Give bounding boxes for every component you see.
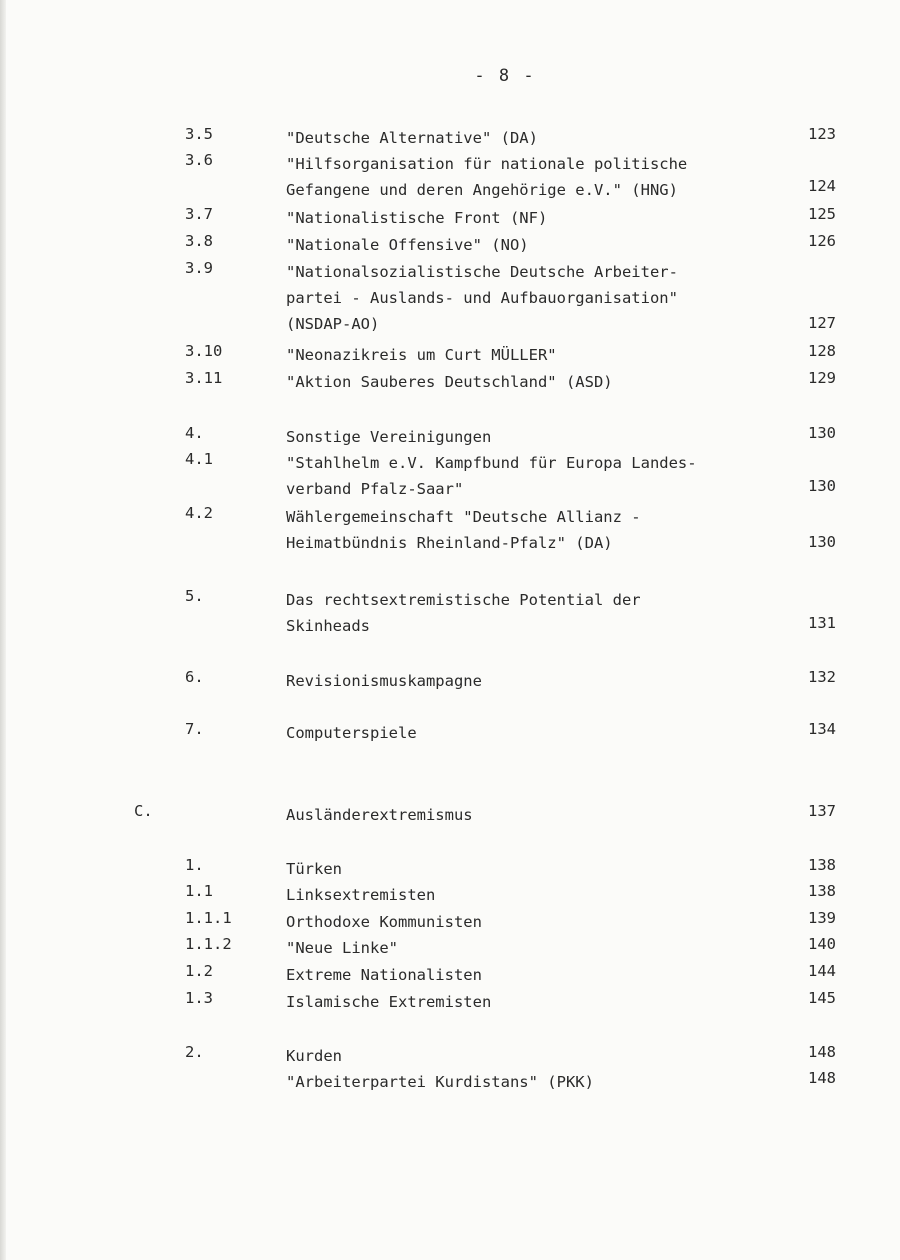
title-line: "Nationale Offensive" (NO)	[286, 236, 529, 254]
section-title	[286, 935, 786, 961]
section-number: 3.5	[185, 125, 213, 143]
section-title	[286, 989, 786, 1015]
section-title	[286, 125, 786, 151]
page-reference: 138	[808, 882, 836, 900]
section-number: 7.	[185, 720, 204, 738]
title-line: Islamische Extremisten	[286, 993, 492, 1011]
section-title	[286, 962, 786, 988]
title-line: Sonstige Vereinigungen	[286, 428, 492, 446]
title-line: "Neue Linke"	[286, 939, 398, 957]
page-reference: 124	[808, 177, 836, 195]
section-title	[286, 802, 786, 828]
page-reference: 144	[808, 962, 836, 980]
section-number: 3.8	[185, 232, 213, 250]
title-line: Orthodoxe Kommunisten	[286, 913, 482, 931]
page-reference: 131	[808, 614, 836, 632]
title-line: Extreme Nationalisten	[286, 966, 482, 984]
section-title	[286, 369, 786, 395]
section-title	[286, 205, 786, 231]
section-title	[286, 232, 786, 258]
page-reference: 138	[808, 856, 836, 874]
title-line: Türken	[286, 860, 342, 878]
section-number: 4.	[185, 424, 204, 442]
page-reference: 127	[808, 314, 836, 332]
section-number: 1.3	[185, 989, 213, 1007]
page-reference: 137	[808, 802, 836, 820]
title-line: "Stahlhelm e.V. Kampfbund für Europa Landes-	[286, 454, 697, 472]
page-reference: 128	[808, 342, 836, 360]
page-number: - 8 -	[474, 66, 536, 86]
section-title	[286, 151, 786, 203]
section-number: 1.	[185, 856, 204, 874]
page-reference: 140	[808, 935, 836, 953]
title-line: "Nationalsozialistische Deutsche Arbeiter-	[286, 263, 678, 281]
page-reference: 130	[808, 477, 836, 495]
title-line: Revisionismuskampagne	[286, 672, 482, 690]
title-line: "Nationalistische Front (NF)	[286, 209, 548, 227]
page-reference: 148	[808, 1069, 836, 1087]
section-number: C.	[134, 802, 153, 820]
section-number: 5.	[185, 587, 204, 605]
section-title	[286, 909, 786, 935]
page-reference: 132	[808, 668, 836, 686]
title-line: partei - Auslands- und Aufbauorganisation"	[286, 289, 678, 307]
section-title	[286, 1043, 786, 1069]
title-line: Skinheads	[286, 617, 370, 635]
title-line: (NSDAP-AO)	[286, 315, 380, 333]
section-title	[286, 856, 786, 882]
page-reference: 129	[808, 369, 836, 387]
page-reference: 126	[808, 232, 836, 250]
section-title	[286, 668, 786, 694]
page-reference: 125	[808, 205, 836, 223]
section-number: 2.	[185, 1043, 204, 1061]
section-number: 4.1	[185, 450, 213, 468]
section-number: 3.9	[185, 259, 213, 277]
section-number: 3.10	[185, 342, 223, 360]
title-line: Das rechtsextremistische Potential der	[286, 591, 641, 609]
title-line: "Hilfsorganisation für nationale politische	[286, 155, 688, 173]
section-number: 1.1	[185, 882, 213, 900]
title-line: "Deutsche Alternative" (DA)	[286, 129, 538, 147]
title-line: "Arbeiterpartei Kurdistans" (PKK)	[286, 1073, 594, 1091]
page-reference: 148	[808, 1043, 836, 1061]
title-line: Wählergemeinschaft "Deutsche Allianz -	[286, 508, 641, 526]
section-title	[286, 587, 786, 639]
page-edge	[0, 0, 6, 1260]
title-line: Ausländerextremismus	[286, 806, 473, 824]
page-reference: 130	[808, 424, 836, 442]
section-title	[286, 882, 786, 908]
section-number: 3.6	[185, 151, 213, 169]
section-number: 3.11	[185, 369, 223, 387]
section-title	[286, 450, 786, 502]
page-reference: 123	[808, 125, 836, 143]
title-line: Computerspiele	[286, 724, 417, 742]
title-line: Heimatbündnis Rheinland-Pfalz" (DA)	[286, 534, 613, 552]
section-number: 6.	[185, 668, 204, 686]
page-reference: 145	[808, 989, 836, 1007]
page-reference: 139	[808, 909, 836, 927]
section-number: 4.2	[185, 504, 213, 522]
section-title	[286, 342, 786, 368]
section-title	[286, 720, 786, 746]
title-line: "Aktion Sauberes Deutschland" (ASD)	[286, 373, 613, 391]
section-number: 1.1.2	[185, 935, 232, 953]
section-title	[286, 504, 786, 556]
section-number: 1.2	[185, 962, 213, 980]
section-number: 1.1.1	[185, 909, 232, 927]
title-line: Kurden	[286, 1047, 342, 1065]
page-reference: 134	[808, 720, 836, 738]
page-reference: 130	[808, 533, 836, 551]
title-line: Linksextremisten	[286, 886, 436, 904]
section-title	[286, 1069, 786, 1095]
title-line: "Neonazikreis um Curt MÜLLER"	[286, 346, 557, 364]
section-number: 3.7	[185, 205, 213, 223]
section-title	[286, 424, 786, 450]
title-line: verband Pfalz-Saar"	[286, 480, 464, 498]
section-title	[286, 259, 786, 337]
title-line: Gefangene und deren Angehörige e.V." (HNG)	[286, 181, 678, 199]
